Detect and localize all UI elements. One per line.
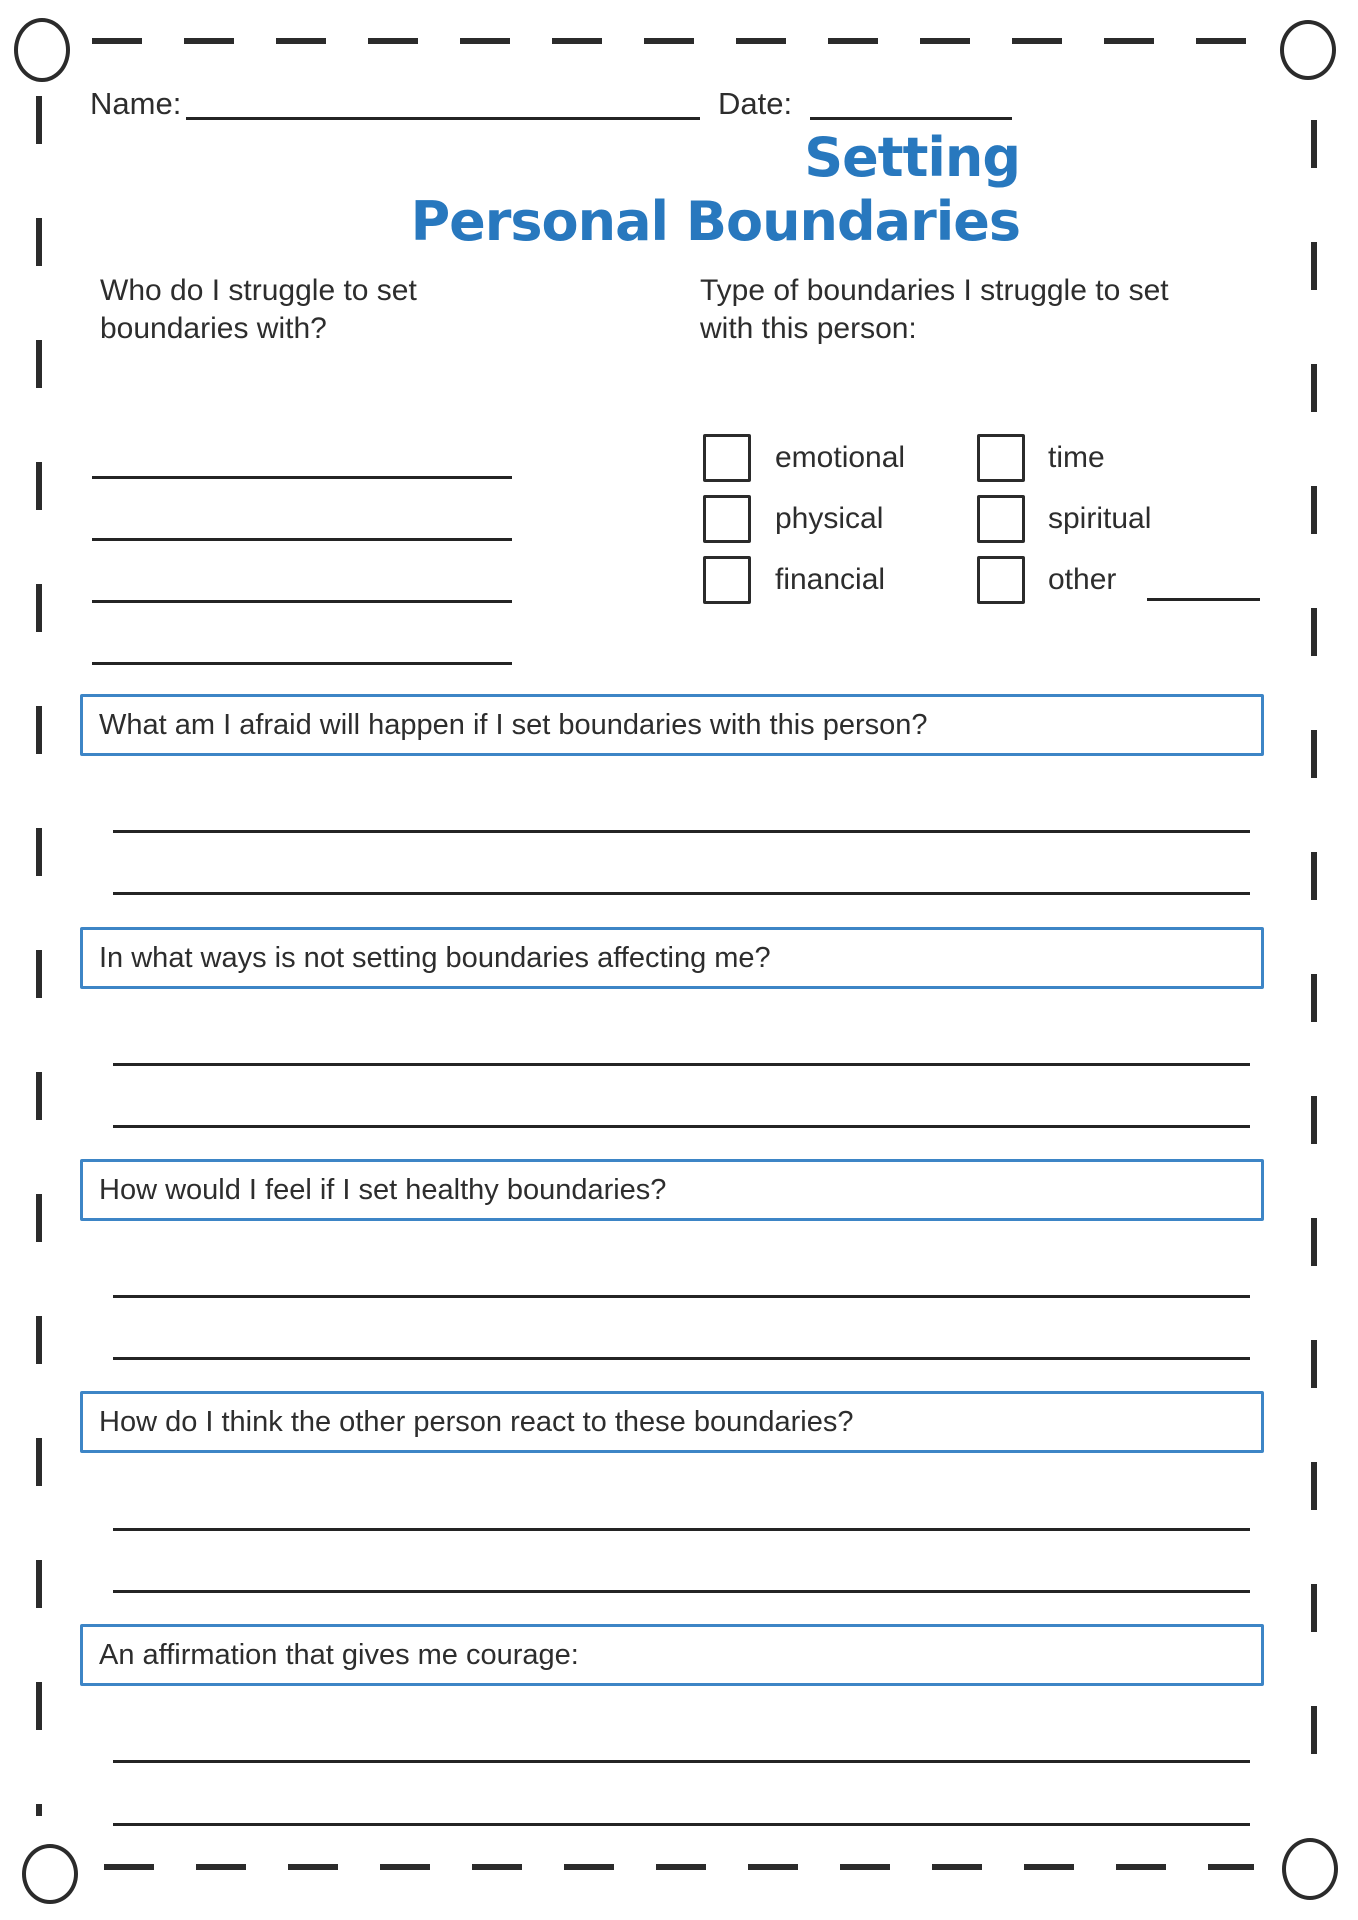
checkbox-emotional[interactable] bbox=[703, 434, 751, 482]
name-input-line[interactable] bbox=[186, 117, 700, 120]
punch-hole-icon bbox=[22, 1844, 78, 1904]
question-3-label: How would I feel if I set healthy boundaries? bbox=[99, 1173, 667, 1206]
answer-line-3a[interactable] bbox=[113, 1295, 1250, 1298]
punch-hole-icon bbox=[14, 18, 70, 82]
question-1-label: What am I afraid will happen if I set boundaries with this person? bbox=[99, 708, 928, 741]
who-answer-line[interactable] bbox=[92, 476, 512, 479]
answer-line-2a[interactable] bbox=[113, 1063, 1250, 1066]
question-box-4 bbox=[80, 1391, 1264, 1453]
checkbox-label-other: other bbox=[1048, 563, 1117, 596]
question-box-1 bbox=[80, 694, 1264, 756]
dashed-cut-line-left bbox=[36, 96, 42, 1816]
answer-line-3b[interactable] bbox=[113, 1357, 1250, 1360]
page-title-line1: Setting bbox=[804, 126, 1020, 189]
question-2-label: In what ways is not setting boundaries affecting me? bbox=[99, 941, 771, 974]
punch-hole-icon bbox=[1282, 1838, 1338, 1900]
who-answer-line[interactable] bbox=[92, 538, 512, 541]
who-answer-line[interactable] bbox=[92, 600, 512, 603]
question-box-2 bbox=[80, 927, 1264, 989]
date-label: Date: bbox=[718, 86, 793, 121]
checkbox-label-emotional: emotional bbox=[775, 441, 906, 474]
answer-line-4b[interactable] bbox=[113, 1590, 1250, 1593]
answer-line-4a[interactable] bbox=[113, 1528, 1250, 1531]
checkbox-other[interactable] bbox=[977, 556, 1025, 604]
checkbox-label-spiritual: spiritual bbox=[1048, 502, 1152, 535]
dashed-cut-line-bottom bbox=[104, 1864, 1254, 1870]
answer-line-5a[interactable] bbox=[113, 1760, 1250, 1763]
checkbox-label-time: time bbox=[1048, 441, 1105, 474]
page-title bbox=[100, 126, 1020, 254]
question-box-5 bbox=[80, 1624, 1264, 1686]
answer-line-1b[interactable] bbox=[113, 892, 1250, 895]
checkbox-spiritual[interactable] bbox=[977, 495, 1025, 543]
dashed-cut-line-right bbox=[1311, 120, 1317, 1810]
name-label: Name: bbox=[90, 86, 182, 121]
page-title-line2: Personal Boundaries bbox=[410, 190, 1020, 253]
question-4-label: How do I think the other person react to these boundaries? bbox=[99, 1405, 854, 1438]
question-5-label: An affirmation that gives me courage: bbox=[99, 1638, 579, 1671]
punch-hole-icon bbox=[1280, 20, 1336, 80]
who-question: Who do I struggle to set boundaries with? bbox=[100, 274, 417, 345]
dashed-cut-line-top bbox=[92, 38, 1262, 44]
answer-line-5b[interactable] bbox=[113, 1823, 1250, 1826]
who-answer-line[interactable] bbox=[92, 662, 512, 665]
answer-line-1a[interactable] bbox=[113, 830, 1250, 833]
checkbox-label-physical: physical bbox=[775, 502, 884, 535]
types-question: Type of boundaries I struggle to set with this person: bbox=[700, 274, 1169, 345]
checkbox-financial[interactable] bbox=[703, 556, 751, 604]
checkbox-time[interactable] bbox=[977, 434, 1025, 482]
other-input-line[interactable] bbox=[1147, 598, 1260, 601]
answer-line-2b[interactable] bbox=[113, 1125, 1250, 1128]
question-box-3 bbox=[80, 1159, 1264, 1221]
checkbox-physical[interactable] bbox=[703, 495, 751, 543]
date-input-line[interactable] bbox=[810, 117, 1012, 120]
checkbox-label-financial: financial bbox=[775, 563, 886, 596]
